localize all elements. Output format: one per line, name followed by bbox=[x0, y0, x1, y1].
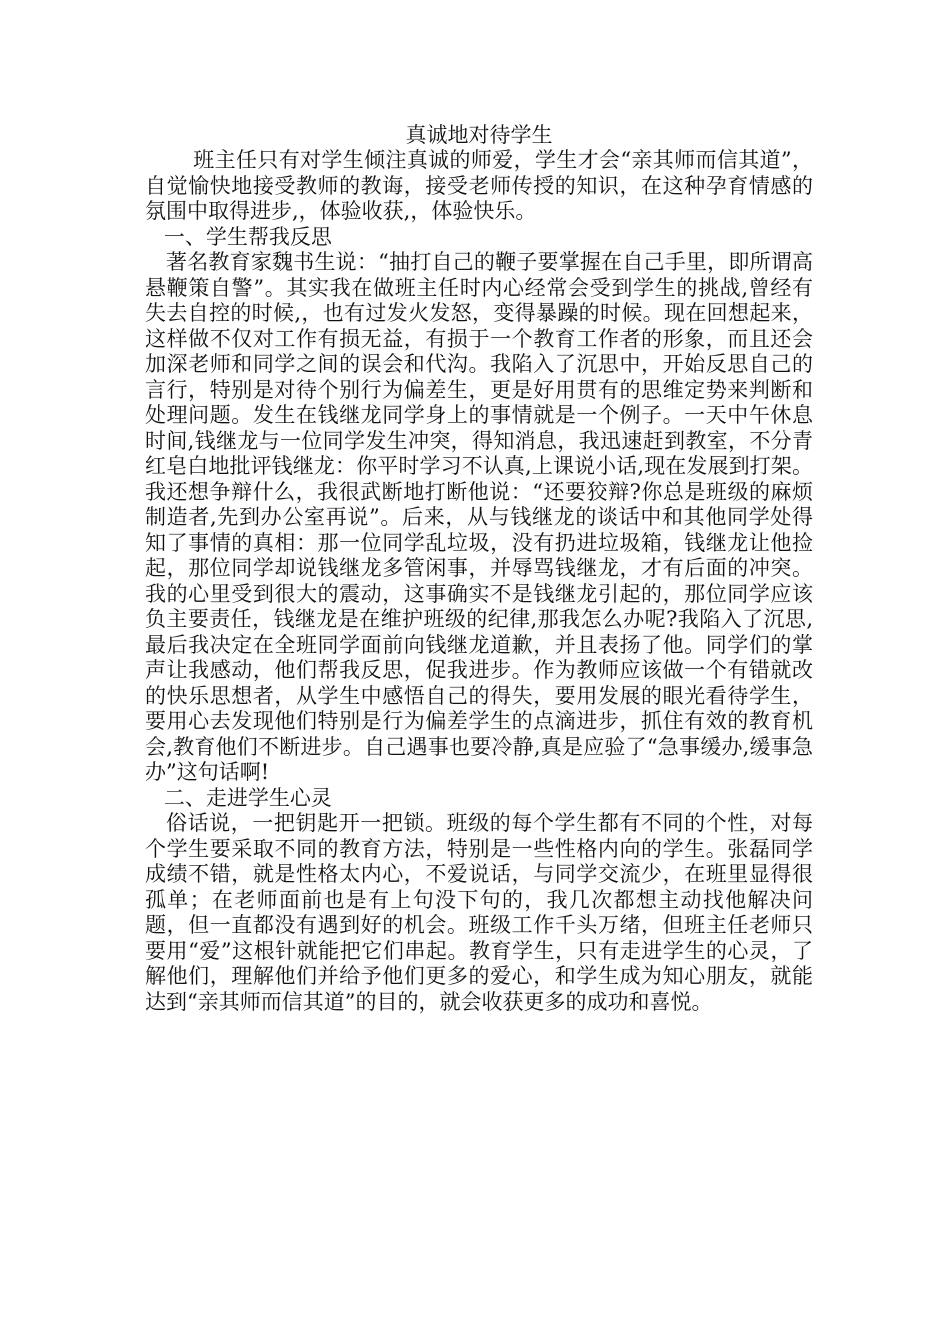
intro-paragraph: 班主任只有对学生倾注真诚的师爱，学生才会“亲其师而信其道”，自觉愉快地接受教师的教诲，接受老师传授的知识，在这种孕育情感的氛围中取得进步,，体验收获,，体验快乐。 bbox=[145, 148, 813, 223]
section-1-paragraph: 著名教育家魏书生说：“抽打自己的鞭子要掌握在自己手里，即所谓高悬鞭策自警”。其实我在做班主任时内心经常会受到学生的挑战,曾经有失去自控的时候,，也有过发火发怒，变得暴躁的时候。现在回想起来，这样做不仅对工作有损无益，有损于一个教育工作者的形象，而且还会加深老师和同学之间的误会和代沟。我陷入了沉思中，开始反思自己的言行，特别是对待个别行为偏差生，更是好用贯有的思维定势来判断和处理问题。发生在钱继龙同学身上的事情就是一个例子。一天中午休息时间,钱继龙与一位同学发生冲突，得知消息，我迅速赶到教室，不分青红皂白地批评钱继龙：你平时学习不认真,上课说小话,现在发展到打架。我还想争辩什么，我很武断地打断他说：“还要狡辩?你总是班级的麻烦制造者,先到办公室再说”。后来，从与钱继龙的谈话中和其他同学处得知了事情的真相：那一位同学乱垃圾，没有扔进垃圾箱，钱继龙让他捡起，那位同学却说钱继龙多管闲事，并辱骂钱继龙，才有后面的冲突。我的心里受到很大的震动，这事确实不是钱继龙引起的，那位同学应该负主要责任，钱继龙是在维护班级的纪律,那我怎么办呢?我陷入了沉思,最后我决定在全班同学面前向钱继龙道歉，并且表扬了他。同学们的掌声让我感动，他们帮我反思，促我进步。作为教师应该做一个有错就改的快乐思想者，从学生中感悟自己的得失，要用发展的眼光看待学生，要用心去发现他们特别是行为偏差学生的点滴进步，抓住有效的教育机会,教育他们不断进步。自己遇事也要冷静,真是应验了“急事缓办,缓事急办”这句话啊! bbox=[145, 250, 813, 784]
section-2-paragraph: 俗话说，一把钥匙开一把锁。班级的每个学生都有不同的个性，对每个学生要采取不同的教育方法，特别是一些性格内向的学生。张磊同学成绩不错，就是性格太内心，不爱说话，与同学交流少，在班里显得很孤单；在老师面前也是有上句没下句的，我几次都想主动找他解决问题，但一直都没有遇到好的机会。班级工作千头万绪，但班主任老师只要用“爱”这根针就能把它们串起。教育学生，只有走进学生的心灵，了解他们，理解他们并给予他们更多的爱心，和学生成为知心朋友，就能达到“亲其师而信其道”的目的，就会收获更多的成功和喜悦。 bbox=[145, 811, 813, 1014]
section-1-heading: 一、学生帮我反思 bbox=[163, 224, 332, 249]
document-title: 真诚地对待学生 bbox=[405, 123, 553, 147]
document-body bbox=[145, 122, 813, 1015]
section-2-heading: 二、走进学生心灵 bbox=[163, 785, 332, 810]
